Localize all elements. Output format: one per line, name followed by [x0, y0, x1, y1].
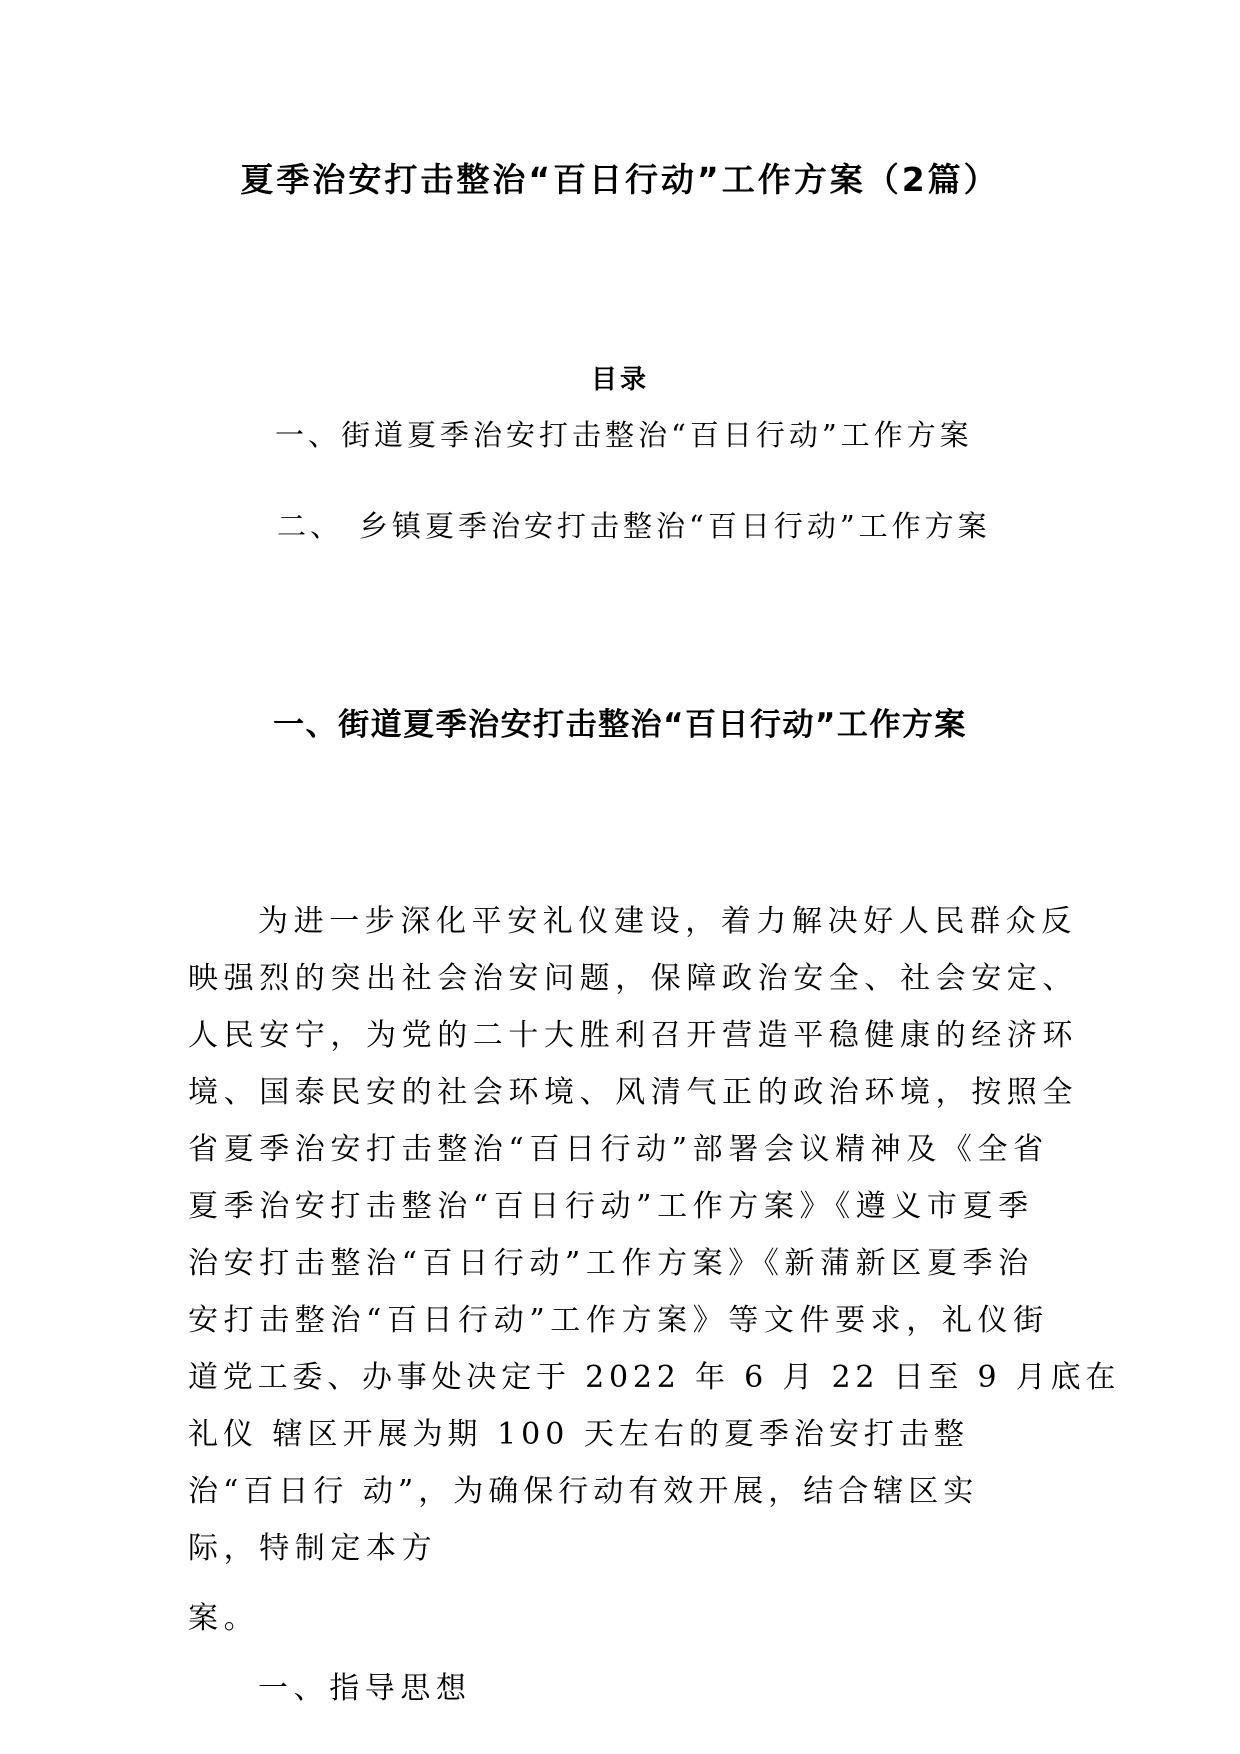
document-title: 夏季治安打击整治“百日行动”工作方案（2篇）: [240, 160, 1000, 199]
toc-item-text: 乡镇夏季治安打击整治“百日行动”工作方案: [359, 509, 991, 543]
paragraph-line: 境、国泰民安的社会环境、风清气正的政治环境，按照全: [188, 1075, 1078, 1110]
toc-item-1[interactable]: [275, 415, 973, 455]
paragraph-line: 际，特制定本方: [188, 1531, 438, 1566]
paragraph-line: 省夏季治安打击整治“百日行动”部署会议精神及《全省: [188, 1132, 1049, 1167]
toc-item-number: 一、: [275, 418, 342, 452]
paragraph-line: 治“百日行 动”，为确保行动有效开展，结合辖区实: [188, 1474, 979, 1509]
paragraph-line: 礼仪 辖区开展为期 100 天左右的夏季治安打击整: [188, 1417, 969, 1452]
toc-heading: 目录: [590, 365, 649, 395]
paragraph-line: 映强烈的突出社会治安问题，保障政治安全、社会安定、: [188, 961, 1078, 996]
toc-item-number: 二、: [277, 509, 344, 543]
sub-heading: 一、指导思想: [258, 1671, 472, 1706]
paragraph-line: 为进一步深化平安礼仪建设，着力解决好人民群众反: [258, 904, 1077, 939]
paragraph-line: 治安打击整治“百日行动”工作方案》《新蒲新区夏季治: [188, 1246, 1034, 1281]
paragraph-line: 人民安宁，为党的二十大胜利召开营造平稳健康的经济环: [188, 1018, 1078, 1053]
paragraph-line: 道党工委、办事处决定于 2022 年 6 月 22 日至 9 月底在: [188, 1360, 1121, 1395]
toc-item-2[interactable]: [277, 506, 991, 546]
paragraph-line: 安打击整治“百日行动”工作方案》等文件要求，礼仪街: [188, 1303, 1049, 1338]
toc-item-text: 街道夏季治安打击整治“百日行动”工作方案: [341, 418, 973, 452]
paragraph-line: 案。: [188, 1601, 260, 1636]
paragraph-line: 夏季治安打击整治“百日行动”工作方案》《遵义市夏季: [188, 1189, 1034, 1224]
section-heading: 一、街道夏季治安打击整治“百日行动”工作方案: [273, 707, 967, 743]
